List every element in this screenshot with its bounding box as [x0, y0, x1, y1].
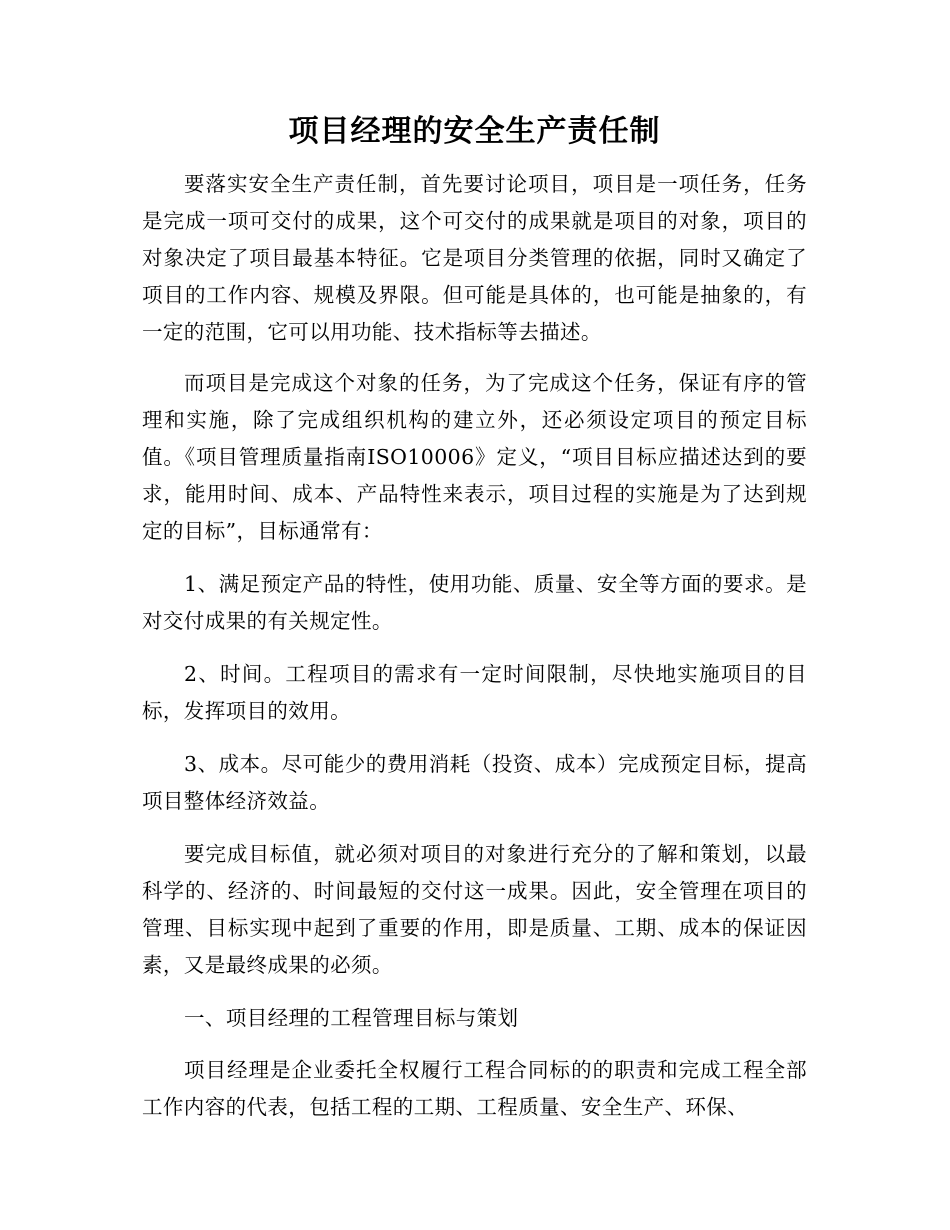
paragraph-goal-3: 3、成本。尽可能少的费用消耗（投资、成本）完成预定目标，提高项目整体经济效益。 [142, 752, 807, 813]
section-heading-1: 一、项目经理的工程管理目标与策划 [184, 1006, 519, 1030]
document-title: 项目经理的安全生产责任制 [288, 114, 661, 149]
paragraph-manager-role: 项目经理是企业委托全权履行工程合同标的的职责和完成工程全部工作内容的代表，包括工程的工期、工程质量、安全生产、环保、 [142, 1058, 807, 1119]
paragraph-intro: 要落实安全生产责任制，首先要讨论项目，项目是一项任务，任务是完成一项可交付的成果，这个可交付的成果就是项目的对象，项目的对象决定了项目最基本特征。它是项目分类管理的依据，同时又确定了项目的工作内容、规模及界限。但可能是具体的，也可能是抽象的，有一定的范围，它可以用功能、技术指标等去描述。 [142, 172, 807, 344]
paragraph-goal-1: 1、满足预定产品的特性，使用功能、质量、安全等方面的要求。是对交付成果的有关规定性。 [142, 572, 807, 633]
paragraph-safety-role: 要完成目标值，就必须对项目的对象进行充分的了解和策划，以最科学的、经济的、时间最短的交付这一成果。因此，安全管理在项目的管理、目标实现中起到了重要的作用，即是质量、工期、成本的保证因素，又是最终成果的必须。 [142, 842, 807, 977]
paragraph-project-goals: 而项目是完成这个对象的任务，为了完成这个任务，保证有序的管理和实施，除了完成组织机构的建立外，还必须设定项目的预定目标值。《项目管理质量指南ISO10006》定义，“项目目标应描述达到的要求，能用时间、成本、产品特性来表示，项目过程的实施是为了达到规定的目标”，目标通常有： [142, 371, 807, 543]
paragraph-goal-2: 2、时间。工程项目的需求有一定时间限制，尽快地实施项目的目标，发挥项目的效用。 [142, 662, 807, 723]
